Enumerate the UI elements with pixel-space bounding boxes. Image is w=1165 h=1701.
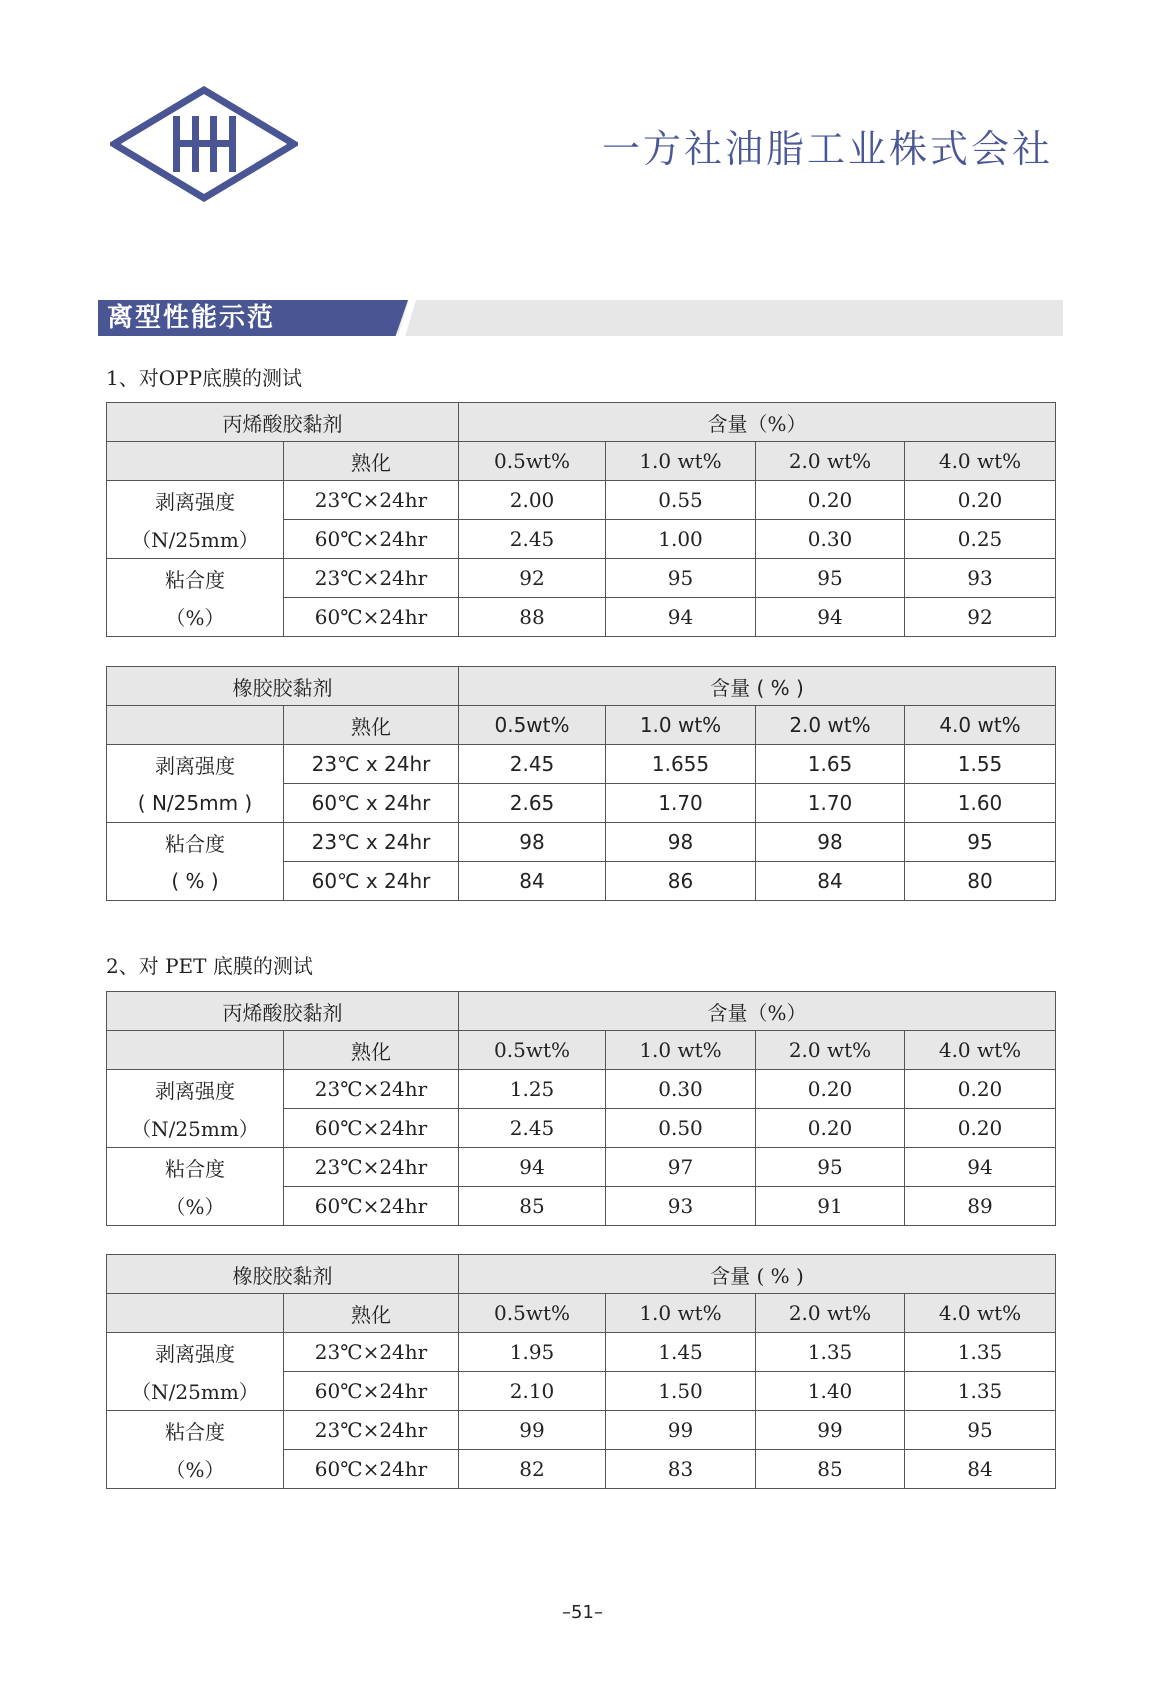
- table-row: [107, 1333, 1056, 1372]
- company-name: 一方社油脂工业株式会社: [601, 127, 1053, 171]
- table-row: [107, 784, 1056, 823]
- value-cell: 84: [459, 862, 606, 901]
- table-row: [107, 745, 1056, 784]
- table-row: [107, 598, 1056, 637]
- row-group-label: （N/25mm）: [107, 520, 284, 559]
- value-cell: 1.55: [905, 745, 1056, 784]
- curing-condition: 23℃×24hr: [284, 1411, 459, 1450]
- value-cell: 0.20: [756, 1070, 905, 1109]
- value-cell: 1.70: [756, 784, 905, 823]
- value-cell: 93: [905, 559, 1056, 598]
- adhesive-type-header: 丙烯酸胶黏剂: [107, 403, 459, 442]
- curing-header: 熟化: [284, 442, 459, 481]
- value-cell: 1.50: [606, 1372, 756, 1411]
- row-group-label: 粘合度: [107, 559, 284, 598]
- value-cell: 1.95: [459, 1333, 606, 1372]
- blank-header-cell: [107, 706, 284, 745]
- row-group-label: 剥离强度: [107, 481, 284, 520]
- section-title: 离型性能示范: [107, 303, 276, 333]
- diamond-h-logo-icon: [110, 86, 298, 202]
- concentration-header: 1.0 wt%: [606, 1031, 756, 1070]
- value-cell: 1.65: [756, 745, 905, 784]
- curing-condition: 23℃×24hr: [284, 481, 459, 520]
- value-cell: 2.45: [459, 1109, 606, 1148]
- concentration-header: 0.5wt%: [459, 1294, 606, 1333]
- concentration-header: 1.0 wt%: [606, 706, 756, 745]
- concentration-header: 0.5wt%: [459, 1031, 606, 1070]
- curing-header: 熟化: [284, 1031, 459, 1070]
- table-row: [107, 1187, 1056, 1226]
- pet-acrylic-table: [106, 991, 1056, 1226]
- table-header-row: [107, 667, 1056, 706]
- section-header-bar: [98, 300, 1063, 336]
- value-cell: 84: [756, 862, 905, 901]
- value-cell: 2.45: [459, 520, 606, 559]
- table-header-row: [107, 992, 1056, 1031]
- adhesive-type-header: 丙烯酸胶黏剂: [107, 992, 459, 1031]
- curing-condition: 60℃×24hr: [284, 1372, 459, 1411]
- value-cell: 0.20: [756, 1109, 905, 1148]
- value-cell: 2.10: [459, 1372, 606, 1411]
- table-header-row: [107, 1031, 1056, 1070]
- table-row: [107, 520, 1056, 559]
- value-cell: 1.45: [606, 1333, 756, 1372]
- pet-rubber-table: [106, 1254, 1056, 1489]
- curing-condition: 60℃ x 24hr: [284, 784, 459, 823]
- concentration-header: 1.0 wt%: [606, 1294, 756, 1333]
- value-cell: 1.40: [756, 1372, 905, 1411]
- content-header: 含量（%）: [459, 992, 1056, 1031]
- value-cell: 99: [606, 1411, 756, 1450]
- row-group-label: 剥离强度: [107, 745, 284, 784]
- value-cell: 94: [756, 598, 905, 637]
- row-group-label: 剥离强度: [107, 1070, 284, 1109]
- curing-condition: 23℃ x 24hr: [284, 823, 459, 862]
- row-group-label: （%）: [107, 1187, 284, 1226]
- table-row: [107, 862, 1056, 901]
- table-row: [107, 1070, 1056, 1109]
- value-cell: 83: [606, 1450, 756, 1489]
- opp-acrylic-table: [106, 402, 1056, 637]
- value-cell: 95: [905, 823, 1056, 862]
- content-header: 含量 ( % ): [459, 667, 1056, 706]
- value-cell: 98: [459, 823, 606, 862]
- value-cell: 99: [756, 1411, 905, 1450]
- value-cell: 1.35: [905, 1372, 1056, 1411]
- curing-condition: 60℃×24hr: [284, 1450, 459, 1489]
- value-cell: 85: [459, 1187, 606, 1226]
- row-group-label: 粘合度: [107, 1411, 284, 1450]
- table-row: [107, 823, 1056, 862]
- concentration-header: 1.0 wt%: [606, 442, 756, 481]
- concentration-header: 2.0 wt%: [756, 706, 905, 745]
- value-cell: 86: [606, 862, 756, 901]
- adhesive-type-header: 橡胶胶黏剂: [107, 667, 459, 706]
- value-cell: 1.35: [756, 1333, 905, 1372]
- value-cell: 95: [756, 559, 905, 598]
- row-group-label: ( % ): [107, 862, 284, 901]
- row-group-label: 粘合度: [107, 1148, 284, 1187]
- concentration-header: 2.0 wt%: [756, 442, 905, 481]
- concentration-header: 2.0 wt%: [756, 1294, 905, 1333]
- curing-condition: 23℃×24hr: [284, 559, 459, 598]
- value-cell: 1.00: [606, 520, 756, 559]
- value-cell: 99: [459, 1411, 606, 1450]
- concentration-header: 4.0 wt%: [905, 706, 1056, 745]
- table-row: [107, 1411, 1056, 1450]
- table-row: [107, 481, 1056, 520]
- row-group-label: （%）: [107, 598, 284, 637]
- value-cell: 2.00: [459, 481, 606, 520]
- row-group-label: ( N/25mm ): [107, 784, 284, 823]
- curing-condition: 23℃ x 24hr: [284, 745, 459, 784]
- row-group-label: （N/25mm）: [107, 1109, 284, 1148]
- value-cell: 80: [905, 862, 1056, 901]
- value-cell: 91: [756, 1187, 905, 1226]
- value-cell: 1.60: [905, 784, 1056, 823]
- value-cell: 89: [905, 1187, 1056, 1226]
- value-cell: 1.70: [606, 784, 756, 823]
- table-header-row: [107, 442, 1056, 481]
- value-cell: 84: [905, 1450, 1056, 1489]
- row-group-label: （N/25mm）: [107, 1372, 284, 1411]
- curing-condition: 60℃×24hr: [284, 1187, 459, 1226]
- value-cell: 88: [459, 598, 606, 637]
- table-header-row: [107, 1294, 1056, 1333]
- value-cell: 94: [905, 1148, 1056, 1187]
- value-cell: 0.20: [905, 1070, 1056, 1109]
- value-cell: 98: [606, 823, 756, 862]
- value-cell: 0.30: [606, 1070, 756, 1109]
- table-header-row: [107, 706, 1056, 745]
- value-cell: 95: [905, 1411, 1056, 1450]
- curing-condition: 60℃×24hr: [284, 520, 459, 559]
- curing-condition: 23℃×24hr: [284, 1333, 459, 1372]
- blank-header-cell: [107, 442, 284, 481]
- value-cell: 2.65: [459, 784, 606, 823]
- concentration-header: 4.0 wt%: [905, 1294, 1056, 1333]
- row-group-label: （%）: [107, 1450, 284, 1489]
- value-cell: 0.20: [756, 481, 905, 520]
- subhead-pet: 2、对 PET 底膜的测试: [106, 954, 313, 978]
- value-cell: 0.25: [905, 520, 1056, 559]
- concentration-header: 0.5wt%: [459, 442, 606, 481]
- value-cell: 0.20: [905, 1109, 1056, 1148]
- curing-condition: 23℃×24hr: [284, 1148, 459, 1187]
- table-header-row: [107, 403, 1056, 442]
- value-cell: 92: [459, 559, 606, 598]
- blank-header-cell: [107, 1294, 284, 1333]
- table-row: [107, 559, 1056, 598]
- page-number: –51–: [562, 1602, 603, 1623]
- value-cell: 97: [606, 1148, 756, 1187]
- table-header-row: [107, 1255, 1056, 1294]
- table-row: [107, 1109, 1056, 1148]
- blank-header-cell: [107, 1031, 284, 1070]
- value-cell: 95: [606, 559, 756, 598]
- curing-condition: 60℃×24hr: [284, 598, 459, 637]
- value-cell: 93: [606, 1187, 756, 1226]
- value-cell: 98: [756, 823, 905, 862]
- curing-header: 熟化: [284, 706, 459, 745]
- concentration-header: 0.5wt%: [459, 706, 606, 745]
- value-cell: 1.25: [459, 1070, 606, 1109]
- value-cell: 1.655: [606, 745, 756, 784]
- adhesive-type-header: 橡胶胶黏剂: [107, 1255, 459, 1294]
- concentration-header: 2.0 wt%: [756, 1031, 905, 1070]
- curing-condition: 60℃×24hr: [284, 1109, 459, 1148]
- table-row: [107, 1450, 1056, 1489]
- value-cell: 85: [756, 1450, 905, 1489]
- value-cell: 82: [459, 1450, 606, 1489]
- concentration-header: 4.0 wt%: [905, 442, 1056, 481]
- content-header: 含量 ( % ): [459, 1255, 1056, 1294]
- opp-rubber-table: [106, 666, 1056, 901]
- value-cell: 2.45: [459, 745, 606, 784]
- content-header: 含量（%）: [459, 403, 1056, 442]
- subhead-opp: 1、对OPP底膜的测试: [106, 366, 303, 390]
- value-cell: 0.30: [756, 520, 905, 559]
- value-cell: 0.50: [606, 1109, 756, 1148]
- value-cell: 1.35: [905, 1333, 1056, 1372]
- row-group-label: 剥离强度: [107, 1333, 284, 1372]
- curing-condition: 23℃×24hr: [284, 1070, 459, 1109]
- curing-condition: 60℃ x 24hr: [284, 862, 459, 901]
- table-row: [107, 1148, 1056, 1187]
- value-cell: 95: [756, 1148, 905, 1187]
- value-cell: 92: [905, 598, 1056, 637]
- table-row: [107, 1372, 1056, 1411]
- row-group-label: 粘合度: [107, 823, 284, 862]
- value-cell: 0.20: [905, 481, 1056, 520]
- curing-header: 熟化: [284, 1294, 459, 1333]
- value-cell: 0.55: [606, 481, 756, 520]
- concentration-header: 4.0 wt%: [905, 1031, 1056, 1070]
- value-cell: 94: [606, 598, 756, 637]
- value-cell: 94: [459, 1148, 606, 1187]
